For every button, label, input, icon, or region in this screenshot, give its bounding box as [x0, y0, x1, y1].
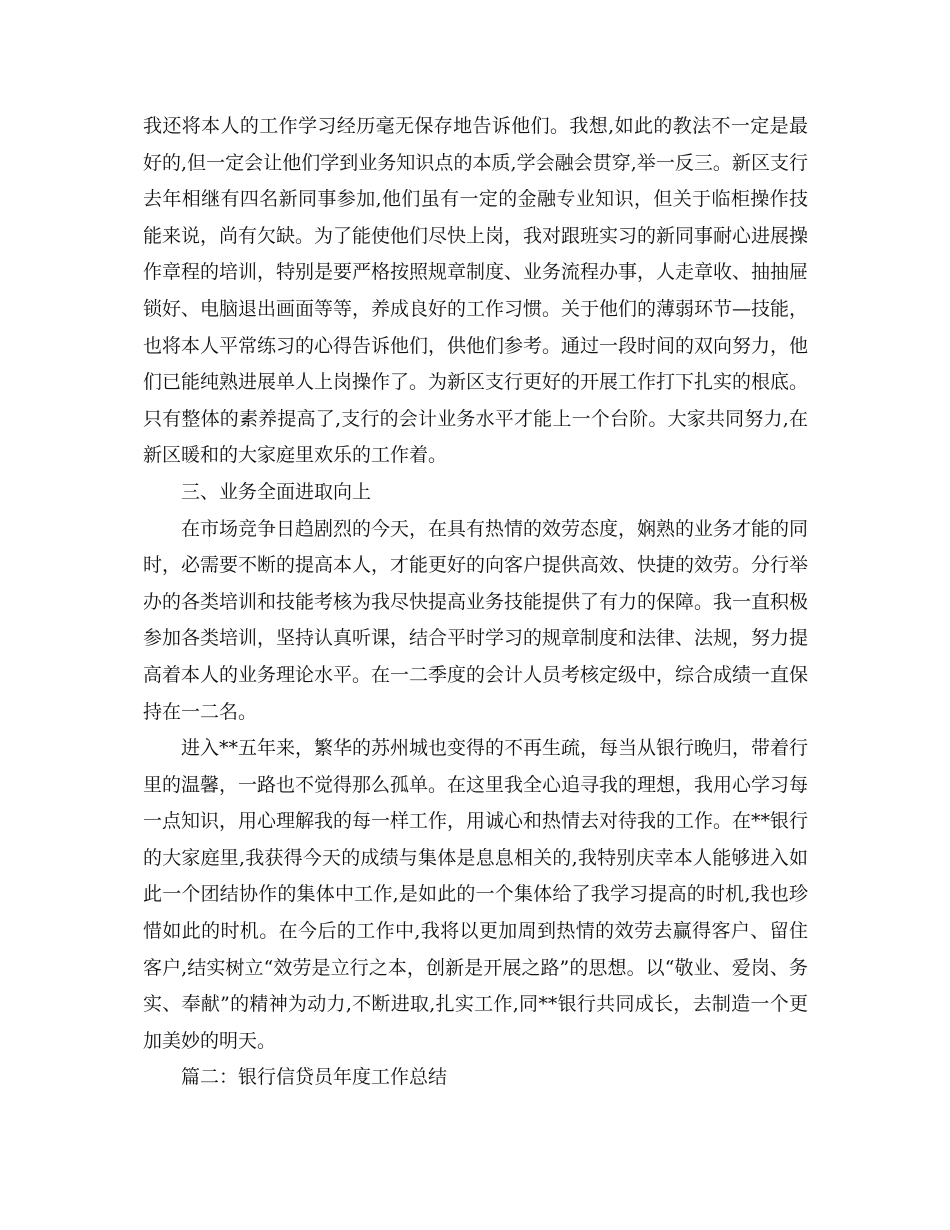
paragraph-five-years-reflection: 进入**五年来，繁华的苏州城也变得的不再生疏，每当从银行晚归，带着行里的温馨，一路也不觉得那么孤单。在这里我全心追寻我的理想，我用心学习每一点知识，用心理解我的每一样工作，用诚心和热情去对待我的工作。在**银行的大家庭里,我获得今天的成绩与集体是息息相关的,我特别庆幸本人能够进入如此一个团结协作的集体中工作,是如此的一个集体给了我学习提高的时机,我也珍惜如此的时机。在今后的工作中,我将以更加周到热情的效劳去赢得客户、留住客户,结实树立“效劳是立行之本，创新是开展之路”的思想。以“敬业、爱岗、务实、奉献”的精神为动力,不断进取,扎实工作,同**银行共同成长，去制造一个更加美妙的明天。 — [143, 737, 809, 1052]
paragraph-training-new-colleagues: 我还将本人的工作学习经历毫无保存地告诉他们。我想,如此的教法不一定是最好的,但一定会让他们学到业务知识点的本质,学会融会贯穿,举一反三。新区支行去年相继有四名新同事参加,他们虽有一定的金融专业知识，但关于临柜操作技能来说，尚有欠缺。为了能使他们尽快上岗，我对跟班实习的新同事耐心进展操作章程的培训，特别是要严格按照规章制度、业务流程办事，人走章收、抽抽屉锁好、电脑退出画面等等，养成良好的工作习惯。关于他们的薄弱环节—技能，也将本人平常练习的心得告诉他们，供他们参考。通过一段时间的双向努力，他们已能纯熟进展单人上岗操作了。为新区支行更好的开展工作打下扎实的根底。只有整体的素养提高了,支行的会计业务水平才能上一个台阶。大家共同努力,在新区暖和的大家庭里欢乐的工作着。 — [143, 115, 809, 467]
paragraph-continuous-learning: 在市场竞争日趋剧烈的今天，在具有热情的效劳态度，娴熟的业务才能的同时，必需要不断的提高本人，才能更好的向客户提供高效、快捷的效劳。分行举办的各类培训和技能考核为我尽快提高业务技能提供了有力的保障。我一直积极参加各类培训，坚持认真听课，结合平时学习的规章制度和法律、法规，努力提高着本人的业务理论水平。在一二季度的会计人员考核定级中，综合成绩一直保持在一二名。 — [143, 517, 809, 723]
section-heading-business-progress: 三、业务全面进取向上 — [181, 480, 372, 503]
document-body — [143, 108, 808, 1096]
article-2-title: 篇二：银行信贷员年度工作总结 — [181, 1066, 448, 1089]
